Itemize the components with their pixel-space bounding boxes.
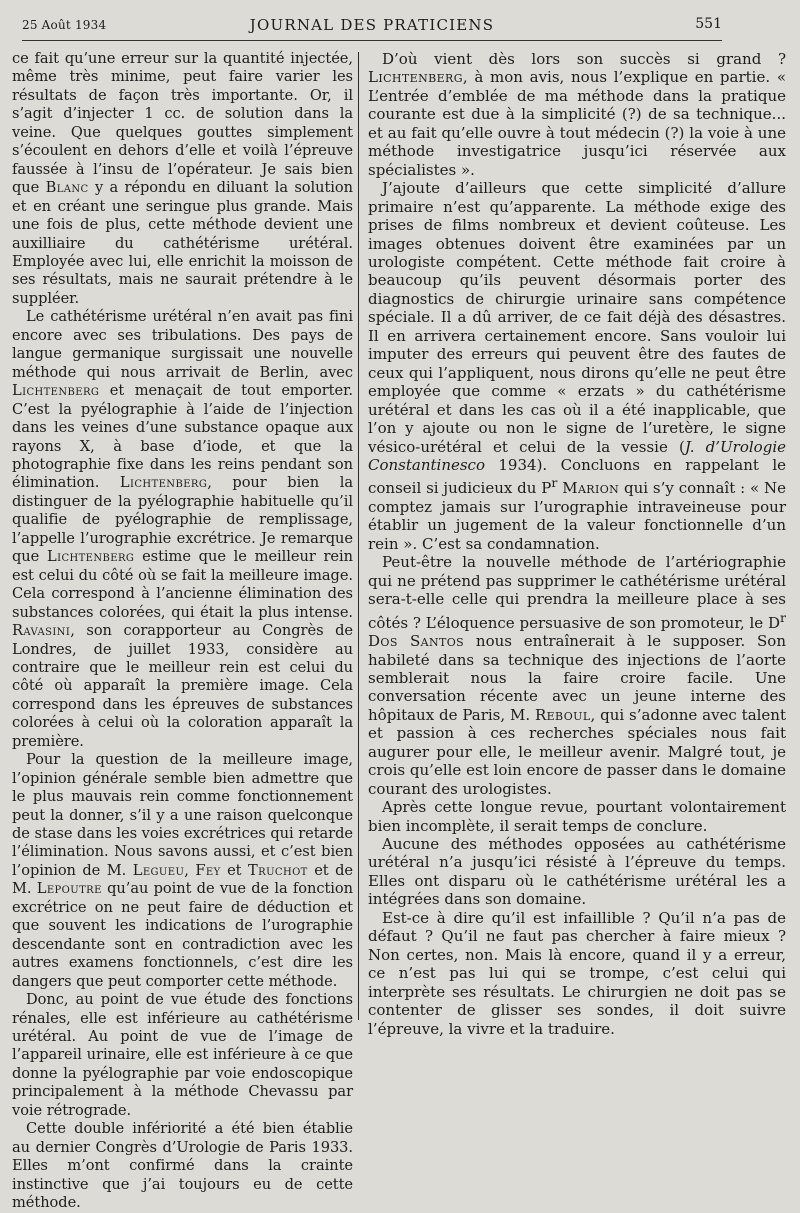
right-column: [368, 50, 786, 1090]
author-name: Ravasini: [12, 622, 71, 640]
author-name: Reboul: [534, 705, 591, 724]
author-name: Lichtenberg: [119, 474, 208, 492]
author-name: Blanc: [45, 179, 89, 197]
author-name: Lichtenberg: [368, 68, 463, 87]
right-paragraph-2: J’ajoute d’ailleurs que cette simplicité d’allure primaire n’est qu’apparente. La méthode exige des prises de films nombreux et devient coûteuse. Les images obtenues doivent être examinées par un urologiste compétent. Cette méthode fait croire à beaucoup qu’ils peuvent désormais porter des diagnostics de chirurgie urinaire sans compétence spéciale. Il a dû arriver, de ce fait déjà des désastres. Il en arrivera certainement encore. Sans vouloir lui imputer des erreurs qui peuvent être des fautes de ceux qui l’appliquent, nous dirons qu’elle ne peut être employée que comme « erzats » du cathétérisme urétéral et dans les cas où il a été inapplicable, que l’on y ajoute ou non le signe de l’uretère, le signe vésico-urétéral et celui de la vessie (J. d’Urologie Constantinesco 1934). Concluons en rappelant le conseil si judicieux du $P^r$ Marion qui s’y connaît : « Ne comptez jamais sur l’urographie intraveineuse pour établir un jugement de la valeur fonctionnelle d’un rein ». C’est sa condamnation.: [368, 179, 786, 553]
author-name: Truchot: [248, 861, 308, 879]
author-name: Lichtenberg: [47, 548, 135, 566]
right-paragraph-1: D’où vient dès lors son succès si grand ? Lichtenberg, à mon avis, nous l’explique en partie. « L’entrée d’emblée de ma méthode dans la pratique courante est due à la simplicité (?) de sa technique... et au fait qu’elle ouvre à tout médecin (?) la voie à une méthode investigatrice jusqu’ici réservée aux spécialistes ».: [368, 50, 786, 179]
left-paragraph-2: Le cathétérisme urétéral n’en avait pas fini encore avec ses tribulations. Des pays de langue germanique surgissait une nouvelle méthode qui nous arrivait de Berlin, avec Lichtenberg et menaçait de tout emporter. C’est la pyélographie à l’aide de l’injection dans les veines d’une substance opaque aux rayons X, à base d’iode, et que la photographie fixe dans les reins pendant son élimination. Lichtenberg, pour bien la distinguer de la pyélographie habituelle qu’il qualifie de pyélographie de remplissage, l’appelle l’urographie excrétrice. Je remarque que Lichtenberg estime que le meilleur rein est celui du côté où se fait la meilleure image. Cela correspond à l’ancienne élimination des substances colorées, qui était la plus intense. Ravasini, son corapporteur au Congrès de Londres, de juillet 1933, considère au contraire que le meilleur rein est celui du côté où apparaît la première image. Cela correspond dans les épreuves de substances colorées à celui où la coloration apparaît la première.: [12, 308, 353, 750]
left-paragraph-5: Cette double infériorité a été bien établie au dernier Congrès d’Urologie de Paris 1933. Elles m’ont confirmé dans la crainte instinctive que j’ai toujours eu de cette méthode.: [12, 1120, 353, 1212]
author-name: Lepoutre: [36, 880, 102, 898]
author-name: Marion: [562, 479, 620, 498]
right-paragraph-3: Peut-être la nouvelle méthode de l’artériographie qui ne prétend pas supprimer le cathétérisme urétéral sera-t-elle celle qui prendra la meilleure place à ses côtés ? L’éloquence persuasive de son promoteur, le $D^r$ Dos Santos nous entraînerait à le supposer. Son habileté dans sa technique des injections de l’aorte semblerait nous la faire croire facile. Une conversation récente avec un jeune interne des hôpitaux de Paris, M. Reboul, qui s’adonne avec talent et passion à ces recherches spéciales nous fait augurer pour elle, le meilleur avenir. Malgré tout, je crois qu’elle est loin encore de passer dans le domaine courant des urologistes.: [368, 553, 786, 798]
right-paragraph-6: Est-ce à dire qu’il est infaillible ? Qu’il n’a pas de défaut ? Qu’il ne faut pas chercher à faire mieux ? Non certes, non. Mais là encore, quand il y a erreur, ce n’est pas lui qui se trompe, c’est celui qui interprète ses résultats. Le chirurgien ne doit pas se contenter de glisser ses sondes, il doit suivre l’épreuve, la vivre et la traduire.: [368, 908, 786, 1038]
left-paragraph-3: Pour la question de la meilleure image, l’opinion générale semble bien admettre que le plus mauvais rein comme fonctionnement peut la donner, s’il y a une raison quelconque de stase dans les voies excrétrices qui retarde l’élimination. Nous savons aussi, et c’est bien l’opinion de M. Legueu, Fey et Truchot et de M. Lepoutre qu’au point de vue de la fonction excrétrice on ne peut faire de déduction et que souvent les indications de l’urographie descendante sont en contradiction avec les autres examens fonctionnels, c’est dire les dangers que peut comporter cette méthode.: [12, 751, 353, 990]
author-name: Fey: [195, 861, 221, 879]
right-paragraph-4: Après cette longue revue, pourtant volontairement bien incomplète, il serait temps de conclure.: [368, 798, 786, 835]
author-name: Legueu: [132, 861, 185, 879]
author-name: Lichtenberg: [12, 382, 100, 400]
right-paragraph-5: Aucune des méthodes opposées au cathétérisme urétéral n’a jusqu’ici résisté à l’épreuve du temps. Elles ont disparu où le cathétérisme urétéral les a intégrées dans son domaine.: [368, 835, 786, 909]
journal-citation: J. d’Urologie Constantinesco: [368, 437, 786, 474]
author-name: Dos Santos: [368, 632, 465, 651]
left-column: [12, 50, 353, 1212]
column-divider: [358, 52, 359, 1020]
journal-title: JOURNAL DES PRATICIENS: [249, 16, 495, 34]
page-number: 551: [695, 16, 722, 32]
left-paragraph-4: Donc, au point de vue étude des fonctions rénales, elle est inférieure au cathétérisme urétéral. Au point de vue de l’image de l’appareil urinaire, elle est inférieure à ce que donne la pyélographie par voie endoscopique principalement à la méthode Chevassu par voie rétrograde.: [12, 991, 353, 1119]
issue-date: 25 Août 1934: [22, 18, 107, 32]
left-paragraph-1: ce fait qu’une erreur sur la quantité injectée, même très minime, peut faire varier les résultats de façon très importante. Or, il s’agit d’injecter 1 cc. de solution dans la veine. Que quelques gouttes simplement s’écoulent en dehors d’elle et voilà l’épreuve faussée à l’insu de l’opérateur. Je sais bien que Blanc y a répondu en diluant la solution et en créant une seringue plus grande. Mais une fois de plus, cette méthode devient une auxilliaire du cathétérisme urétéral. Employée avec lui, elle enrichit la moisson de ses résultats, mais ne saurait prétendre à le suppléer.: [12, 50, 353, 307]
running-header: [22, 14, 722, 41]
